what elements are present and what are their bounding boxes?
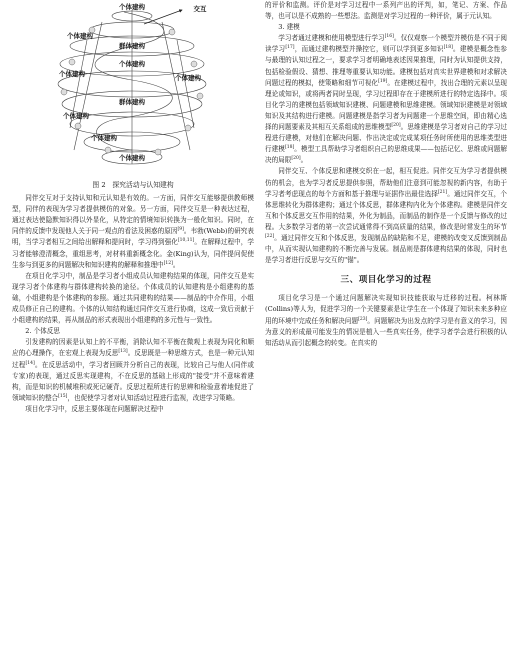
figure-inquiry-construction bbox=[12, 0, 254, 178]
label-left-lower: 个体建构 bbox=[63, 112, 89, 120]
label-bottom-left: 个体建构 bbox=[91, 134, 117, 142]
paragraph: 引发建构的因素是认知上的不平衡，消除认知不平衡在微观上表现为同化和顺应的心理操作，在宏观上表现为反思[13]。反思既是一种思维方式，也是一种元认知过程[14]。在反思活动中，学习者回顾并分析自己的表现，比较自己与他人(同伴或专家)的表现，通过反思实现建构，不在反思的基础上形成的"接受"并不意味着建构，而是知识的机械堆积或死记硬背。反思过程所进行的思辨和检验意着地促进了领域知识的整合[15]，也促使学习者对认知活动过程进行监视，改进学习策略。 bbox=[12, 338, 255, 402]
label-center-middle: 个体建构 bbox=[119, 60, 145, 68]
label-right-mid: 个体建构 bbox=[175, 74, 201, 82]
label-bottom-center: 个体建构 bbox=[119, 154, 145, 162]
subheading-modeling: 3. 建模 bbox=[278, 23, 300, 32]
right-column bbox=[265, 0, 507, 349]
figure-caption: 图 2 探究活动与认知建构 bbox=[92, 181, 174, 189]
left-column bbox=[12, 0, 254, 415]
construction-diagram bbox=[12, 0, 254, 178]
paragraph: 项目化学习中，反思主要体现在问题解决过程中 bbox=[25, 404, 164, 413]
paragraph: 的评价和监测。评价是对学习过程中一系列产出的评判，如，笔记、方案、作品等，也可以是不成熟的一些想法。监测是对学习过程的一种评价，属于元认知。 bbox=[265, 1, 507, 21]
subheading-reflection: 2. 个体反思 bbox=[25, 327, 60, 336]
label-center-lower: 群体建构 bbox=[119, 98, 145, 106]
label-center-upper: 群体建构 bbox=[119, 42, 145, 50]
paragraph: 学习者通过建模和使用模型进行学习[16]。仅仅观察一个模型并模仿是不同于阅读学习[17]，而通过建构模型并操控它，则可以学到更多知识[18]。建模是概念性参与最理的认知过程之一，要求学习者明确地表述因果推理，同时为认知提供支持，包括检验假设、猜想、推理等重要认知功能。建模包括对真实世界建模和对求解决问题过程的模拟，使策略和细节可视化[19]。在建模过程中，找出合理的元素以呈现理论或知识，或将两者同时呈现，学习过程即存在于建模所进行的特定选择中。项目化学习的建模包括领域知识建模、问题建模和思维建模。领域知识建模是对领域知识及其结构进行建模。问题建模是指学习者为问题建一个思维空间，即由精心选择的问题要素及其相互关系组成的思维模型[20]。思维建模是学习者对自己的学习过程进行建模，对他们在解决问题、作出决定或完成某项任务时所使用的思维类型进行建模[18]。模型工具帮助学习者组织自己的思维成果——包括记忆、思维或问题解决的局限[20]。 bbox=[265, 34, 508, 165]
label-interaction: 交互 bbox=[193, 5, 207, 13]
label-left-upper: 个体建构 bbox=[67, 32, 93, 40]
paragraph: 同伴交互、个体反思和建模交织在一起，相互促进。同伴交互为学习者提供模仿的机会，也为学习者反思提供参照，帮助他们注意到可能忽视的新内容，有助于学习者考虑现点的每个方面和基于推理与证据作出最佳选择[21]。通过同伴交互，个体思维转化为群体建构；通过个体反思，群体建构内化为个体建构。建模是同伴交互和个体反思交互作用的结果，外化为制品，而制品的制作是一个反馈与修改的过程。大多数学习者的第一次尝试通常得不到高质量的结果，修改是时常发生的环节[22]。通过同伴交互和个体反思，发现制品的缺陷和不足，建模的改变又反馈到制品中，从而实现认知建构的不断完善与发展。制品则是群体建构结果的体现，同时也是学习者进行反思与交互的"锚"。 bbox=[265, 167, 508, 265]
paragraph: 同伴交互对于支持认知和元认知是有效的。一方面，同伴交互能够提供教师模型，同伴的表现为学习者提供模仿的对象。另一方面，同伴交互是一种表达过程，通过表达使隐默知识得以外显化，从特定的情境知识转换为一般化知识。同时，在同伴的反馈中发现他人关于同一观点的看法及困惑的原因[9]。韦勃(Webb)的研究表明，当学习者相互之间给出解释和提问时，学习得到强化[10,11]。在解释过程中，学习者能够澄清概念，重组思考，对材料重新概念化。金(King)认为，同伴提问促使生参与到更多的问题解决和知识建构的解释和推理中[12]。 bbox=[12, 194, 255, 269]
label-top: 个体建构 bbox=[119, 3, 145, 11]
label-left-mid: 个体建构 bbox=[59, 70, 85, 78]
section-heading: 三、项目化学习的过程 bbox=[340, 275, 432, 286]
paragraph: 项目化学习是一个通过问题解决实现知识技能获取与迁移的过程。柯林斯(Collins)等人为，促进学习的一个关键要素是让学生在一个体现了知识未来多种应用的环境中完成任务和解决问题[23]。问题解决为出发点的学习是有意义的学习，因为意义的形成最可能发生的情况是植入一些真实任务，使学习者学会进行积极的认知活动从而引起概念的转变。在真实的 bbox=[265, 294, 508, 347]
paragraph: 在项目化学习中，制品是学习者小组成员认知建构结果的体现，同伴交互是实现学习者个体建构与群体建构转换的途径。个体成员的认知建构是小组建构的基础，小组建构是个体建构的参照。通过共同建构的结果——制品的中介作用，小组成员修正自己的建构。个体的认知结构通过同伴交互进行协商，这成一致后贡献于小组建构的结果，再从制品的形式表现出小组建构的多元性与一致性。 bbox=[12, 271, 254, 325]
